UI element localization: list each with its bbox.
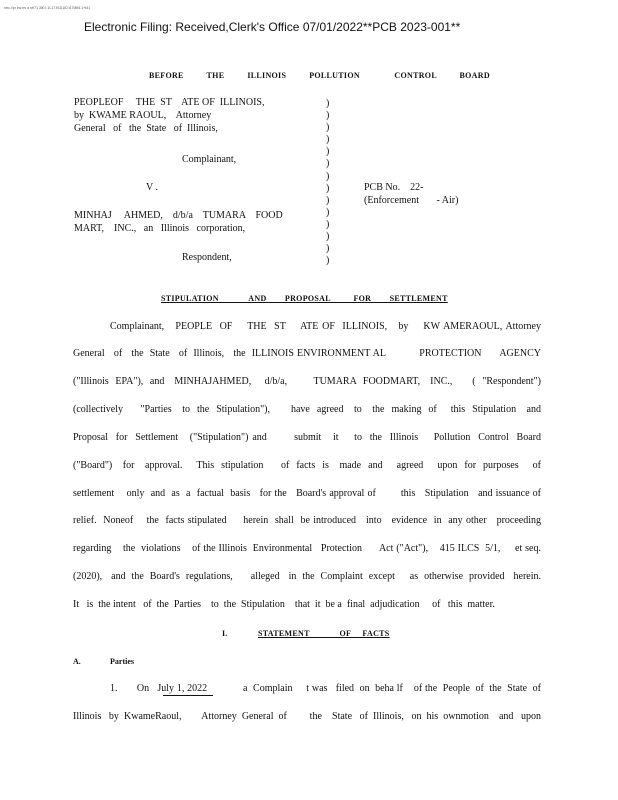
body-line: regarding the violations of the Illinois Environmental Protection Act ("Act"), 415 ILCS 5/1, et seq.: [73, 543, 541, 554]
board-heading: BEFORE THE ILLINOIS POLLUTION CONTROL BOARD: [149, 71, 490, 80]
section-title: STATEMENT OF FACTS: [258, 629, 390, 638]
body-line: ("Illinois EPA"), and MINHAJAHMED, d/b/a, TUMARA FOODMART, INC., ( "Respondent"): [73, 376, 541, 387]
case-number: PCB No. 22-: [364, 182, 424, 193]
case-type: (Enforcement - Air): [364, 195, 459, 206]
caption-brackets: ) ) ) ) ) ) ) ) ) ) ) ) ) ): [326, 98, 330, 267]
caption-line: PEOPLEOF THE ST ATE OF ILLINOIS,: [74, 97, 265, 108]
subsection-letter: A.: [73, 657, 81, 666]
date-underline: [163, 695, 213, 696]
body-line: Illinois by KwameRaoul, Attorney General of the State of Illinois, on his ownmotion and upon: [73, 711, 541, 722]
subsection-title: Parties: [110, 657, 134, 666]
body-line: (2020), and the Board's regulations, alleged in the Complaint except as otherwise provided herein.: [73, 571, 541, 582]
body-line: (collectively "Parties to the Stipulation"), have agreed to the making of this Stipulation and: [73, 404, 541, 415]
caption-line: MINHAJ AHMED, d/b/a TUMARA FOOD: [74, 210, 283, 221]
filing-stamp: Electronic Filing: Received,Clerk's Office 07/01/2022**PCB 2023-001**: [84, 20, 461, 34]
header-mark: ntrc.//pr irw.rrs a ntr71 3ii0 I.1L17.tS1I1lD.t17t3tf4.1+t41: [4, 6, 91, 10]
body-line: settlement only and as a factual basis for the Board's approval of this Stipulation and issuance of: [73, 488, 541, 499]
versus-label: V .: [146, 182, 159, 193]
body-line: Complainant, PEOPLE OF THE ST ATE OF ILLINOIS, by KW AMERAOUL, Attorney: [110, 321, 541, 332]
body-line: relief. Noneof the facts stipulated herein shall be introduced into evidence in any other proceeding: [73, 515, 541, 526]
body-line: ("Board") for approval. This stipulation of facts is made and agreed upon for purposes of: [73, 460, 541, 471]
body-line: General of the State of Illinois, the ILLINOIS ENVIRONMENT AL PROTECTION AGENCY: [73, 348, 541, 359]
complainant-label: Complainant,: [182, 154, 237, 165]
respondent-label: Respondent,: [182, 252, 232, 263]
case-number-block: [364, 181, 458, 207]
body-line: It is the intent of the Parties to the Stipulation that it be a final adjudication of this matter.: [73, 599, 495, 610]
body-line: 1. On July 1, 2022 a Complain t was filed on beha lf of the People of the State of: [110, 683, 541, 694]
section-number: I.: [222, 629, 228, 638]
caption-line: General of the State of Illinois,: [74, 123, 218, 134]
caption-plaintiff: [74, 96, 264, 135]
caption-defendant: [74, 209, 283, 235]
document-title: STIPULATION AND PROPOSAL FOR SETTLEMENT: [161, 294, 448, 303]
caption-line: by KWAME RAOUL, Attorney: [74, 110, 212, 121]
caption-line: MART, INC., an Illinois corporation,: [74, 223, 246, 234]
body-line: Proposal for Settlement ("Stipulation") and submit it to the Illinois Pollution Control Board: [73, 432, 541, 443]
